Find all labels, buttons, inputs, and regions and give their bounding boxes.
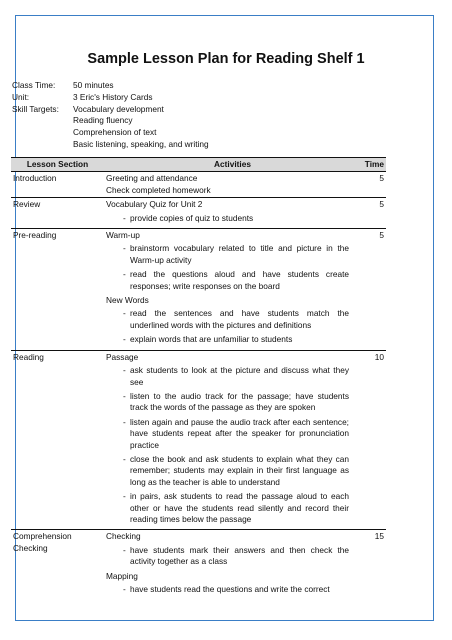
- lesson-section-label: Introduction: [13, 173, 57, 184]
- activity-text: Check completed homework: [106, 184, 211, 195]
- activity-bullet-text: read the questions aloud and have students create responses; write responses on the board: [130, 269, 349, 291]
- activity-bullet: [106, 584, 359, 595]
- dash-marker: -: [123, 365, 126, 376]
- activity-bullet-text: have students read the questions and write the correct: [130, 584, 330, 594]
- lesson-section-cell: [11, 229, 104, 351]
- activities-cell: [104, 530, 361, 600]
- header-activities: Activities: [104, 158, 361, 172]
- table-row: [11, 530, 386, 600]
- info-values: [73, 80, 114, 92]
- info-value: Comprehension of text: [73, 127, 157, 138]
- info-value: 50 minutes: [73, 80, 114, 90]
- lesson-section-label: Reading: [13, 351, 44, 362]
- activity-bullet-text: listen again and pause the audio track after each sentence; have students repeat after the speaker for pronunciation practice: [130, 416, 349, 450]
- dash-marker: -: [123, 416, 126, 427]
- dash-marker: -: [123, 544, 126, 555]
- activity-bullet: [106, 269, 359, 292]
- info-label: Unit:: [12, 91, 30, 102]
- activity-bullet-text: close the book and ask students to explain what they can remember; students may explain in their first language as long as the teacher is able to understand: [130, 453, 349, 487]
- activities-cell: [104, 172, 361, 198]
- activity-bullet: [106, 334, 359, 345]
- activity-bullet: [106, 365, 359, 388]
- dash-marker: -: [123, 308, 126, 319]
- info-label: Skill Targets:: [12, 103, 59, 114]
- activities-cell: [104, 229, 361, 351]
- info-values: [73, 92, 153, 104]
- activity-text: Mapping: [106, 570, 138, 581]
- header-time: Time: [361, 158, 386, 172]
- activity-text: Passage: [106, 351, 139, 362]
- activity-bullet: [106, 308, 359, 331]
- table-row: [11, 198, 386, 229]
- activity-bullet-text: provide copies of quiz to students: [130, 212, 254, 223]
- activity-text: Warm-up: [106, 230, 140, 241]
- dash-marker: -: [123, 491, 126, 502]
- info-value: 3 Eric's History Cards: [73, 91, 153, 102]
- time-cell: 10: [361, 350, 386, 530]
- activity-bullet: [106, 491, 359, 525]
- lesson-section-label: Comprehension: [13, 531, 72, 542]
- dash-marker: -: [123, 453, 126, 464]
- table-row: [11, 229, 386, 351]
- activity-bullet: [106, 213, 359, 224]
- table-row: [11, 350, 386, 530]
- activity-bullet-text: read the sentences and have students match the underlined words with the pictures and definitions: [130, 308, 349, 330]
- info-value: Reading fluency: [73, 115, 133, 126]
- dash-marker: -: [123, 243, 126, 254]
- dash-marker: -: [123, 269, 126, 280]
- activity-bullet-text: explain words that are unfamiliar to students: [130, 334, 293, 345]
- lesson-section-cell: [11, 172, 104, 198]
- table-header-row: [11, 158, 386, 172]
- dash-marker: -: [123, 212, 126, 223]
- lesson-info: [12, 80, 209, 151]
- lesson-section-cell: [11, 198, 104, 229]
- activity-bullet: [106, 391, 359, 414]
- dash-marker: -: [123, 334, 126, 345]
- activity-bullet: [106, 243, 359, 266]
- lesson-section-cell: [11, 350, 104, 530]
- info-row: [12, 92, 209, 104]
- lesson-section-cell: [11, 530, 104, 600]
- lesson-section-label: Pre-reading: [13, 230, 57, 241]
- lesson-section-label: Review: [13, 199, 41, 210]
- activity-text: New Words: [106, 295, 149, 306]
- activity-bullet: [106, 417, 359, 451]
- lesson-plan-table: [11, 157, 386, 599]
- time-cell: 5: [361, 172, 386, 198]
- info-value: Basic listening, speaking, and writing: [73, 138, 209, 149]
- info-values: [73, 104, 209, 151]
- time-cell: 5: [361, 229, 386, 351]
- activity-text: Greeting and attendance: [106, 173, 198, 184]
- activities-cell: [104, 350, 361, 530]
- activity-bullet-text: have students mark their answers and then check the activity together as a class: [130, 544, 349, 567]
- activity-bullet-text: listen to the audio track for the passage; have students track the words of the passage as they are spoken: [130, 390, 349, 413]
- header-lesson-section: Lesson Section: [11, 158, 104, 172]
- activity-bullet: [106, 545, 359, 568]
- lesson-section-label: Checking: [13, 542, 48, 553]
- info-label: Class Time:: [12, 80, 56, 90]
- activity-text: Vocabulary Quiz for Unit 2: [106, 199, 203, 210]
- activity-bullet-text: in pairs, ask students to read the passage aloud to each other or have the students read silently and record their reading times below the passage: [130, 491, 349, 524]
- time-cell: 5: [361, 198, 386, 229]
- activity-text: Checking: [106, 531, 141, 542]
- dash-marker: -: [123, 584, 126, 594]
- page-title: Sample Lesson Plan for Reading Shelf 1: [87, 51, 365, 67]
- dash-marker: -: [123, 390, 126, 401]
- info-row: [12, 104, 209, 151]
- time-cell: 15: [361, 530, 386, 600]
- info-value: Vocabulary development: [73, 103, 164, 114]
- activity-bullet-text: ask students to look at the picture and discuss what they see: [130, 365, 349, 387]
- table-row: [11, 172, 386, 198]
- activity-bullet-text: brainstorm vocabulary related to title and picture in the Warm-up activity: [130, 243, 349, 265]
- activity-bullet: [106, 454, 359, 488]
- info-row: [12, 80, 209, 92]
- activities-cell: [104, 198, 361, 229]
